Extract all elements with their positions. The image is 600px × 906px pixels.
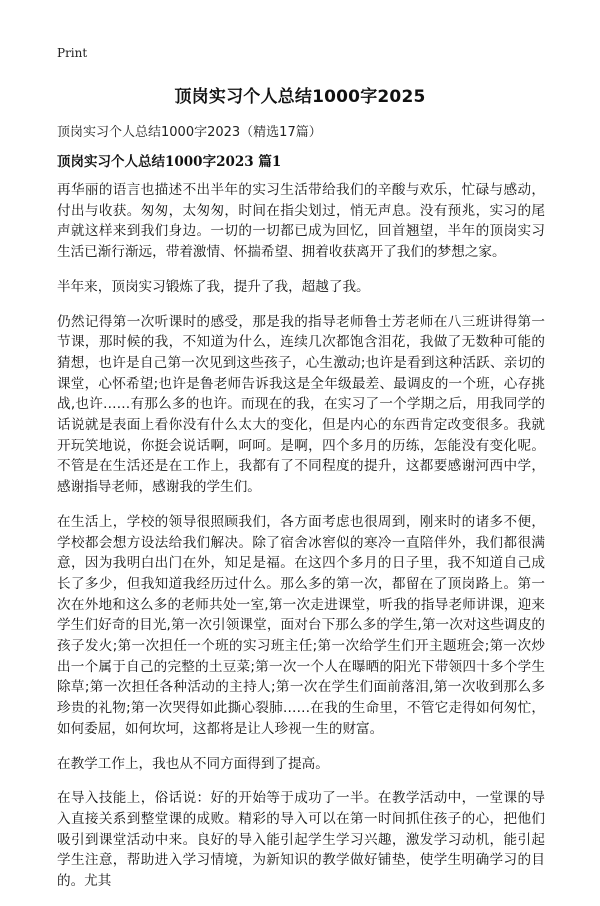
paragraph: 半年来，顶岗实习锻炼了我，提升了我，超越了我。: [57, 278, 370, 295]
article-body: [57, 180, 545, 906]
paragraph: 在导入技能上，俗话说：好的开始等于成功了一半。在教学活动中，一堂课的导入直接关系到整堂课的成败。精彩的导入可以在第一时间抓住孩子的心，把他们吸引到课堂活动中来。良好的导入能引起学生学习兴趣，激发学习动机，能引起学生注意，帮助进入学习情境，为新知识的教学做好铺垫，使学生明确学习的目的。尤其: [57, 790, 545, 890]
paragraph: 在教学工作上，我也从不同方面得到了提高。: [57, 755, 329, 772]
paragraph: 仍然记得第一次听课时的感受，那是我的指导老师鲁士芳老师在八三班讲得第一节课，那时候的我，不知道为什么，连续几次都饱含泪花，我做了无数种可能的猜想，也许是自己第一次见到这些孩子，心生激动;也许是看到这种活跃、亲切的课堂，心怀希望;也许是鲁老师告诉我这是全年级最差、最调皮的一个班，心存挑战,也许……有那么多的也许。而现在的我，在实习了一个学期之后，用我同学的话说就是表面上看你没有什么太大的变化，但是内心的东西肯定改变很多。我就开玩笑地说，你挺会说话啊，呵呵。是啊，四个多月的历练，怎能没有变化呢。不管是在生活还是在工作上，我都有了不同程度的提升，这都要感谢河西中学，感谢指导老师，感谢我的学生们。: [57, 313, 545, 496]
paragraph: 在生活上，学校的领导很照顾我们，各方面考虑也很周到，刚来时的诸多不便，学校都会想方设法给我们解决。除了宿舍冰窖似的寒冷一直陪伴外，我们都很满意，因为我明白出门在外，知足是福。在这四个多月的日子里，我不知道自己成长了多少，但我知道我经历过什么。那么多的第一次，都留在了顶岗路上。第一次在外地和这么多的老师共处一室,第一次走进课堂，听我的指导老师讲课，迎来学生们好奇的目光,第一次引领课堂，面对台下那么多的学生,第一次对这些调皮的孩子发火;第一次担任一个班的实习班主任;第一次给学生们开主题班会;第一次炒出一个属于自己的完整的土豆菜;第一次一个人在曝晒的阳光下带领四十多个学生除草;第一次担任各种活动的主持人;第一次在学生们面前落泪,第一次收到那么多珍贵的礼物;第一次哭得如此撕心裂肺……在我的生命里，不管它走得如何匆忙，如何委屈，如何坎坷，这都将是让人珍视一生的财富。: [57, 513, 545, 737]
paragraph: 再华丽的语言也描述不出半年的实习生活带给我们的辛酸与欢乐，忙碌与感动，付出与收获。匆匆，太匆匆，时间在指尖划过，悄无声息。没有预兆，实习的尾声就这样来到我们身边。一切的一切都已成为回忆，回首翘望，半年的顶岗实习生活已渐行渐远，带着激情、怀揣希望、拥着收获离开了我们的梦想之家。: [57, 182, 545, 261]
document-subtitle: 顶岗实习个人总结1000字2023（精选17篇）: [57, 125, 322, 140]
section-heading: 顶岗实习个人总结1000字2023 篇1: [57, 154, 282, 170]
page-title: 顶岗实习个人总结1000字2025: [174, 87, 426, 107]
print-link[interactable]: Print: [57, 46, 88, 60]
